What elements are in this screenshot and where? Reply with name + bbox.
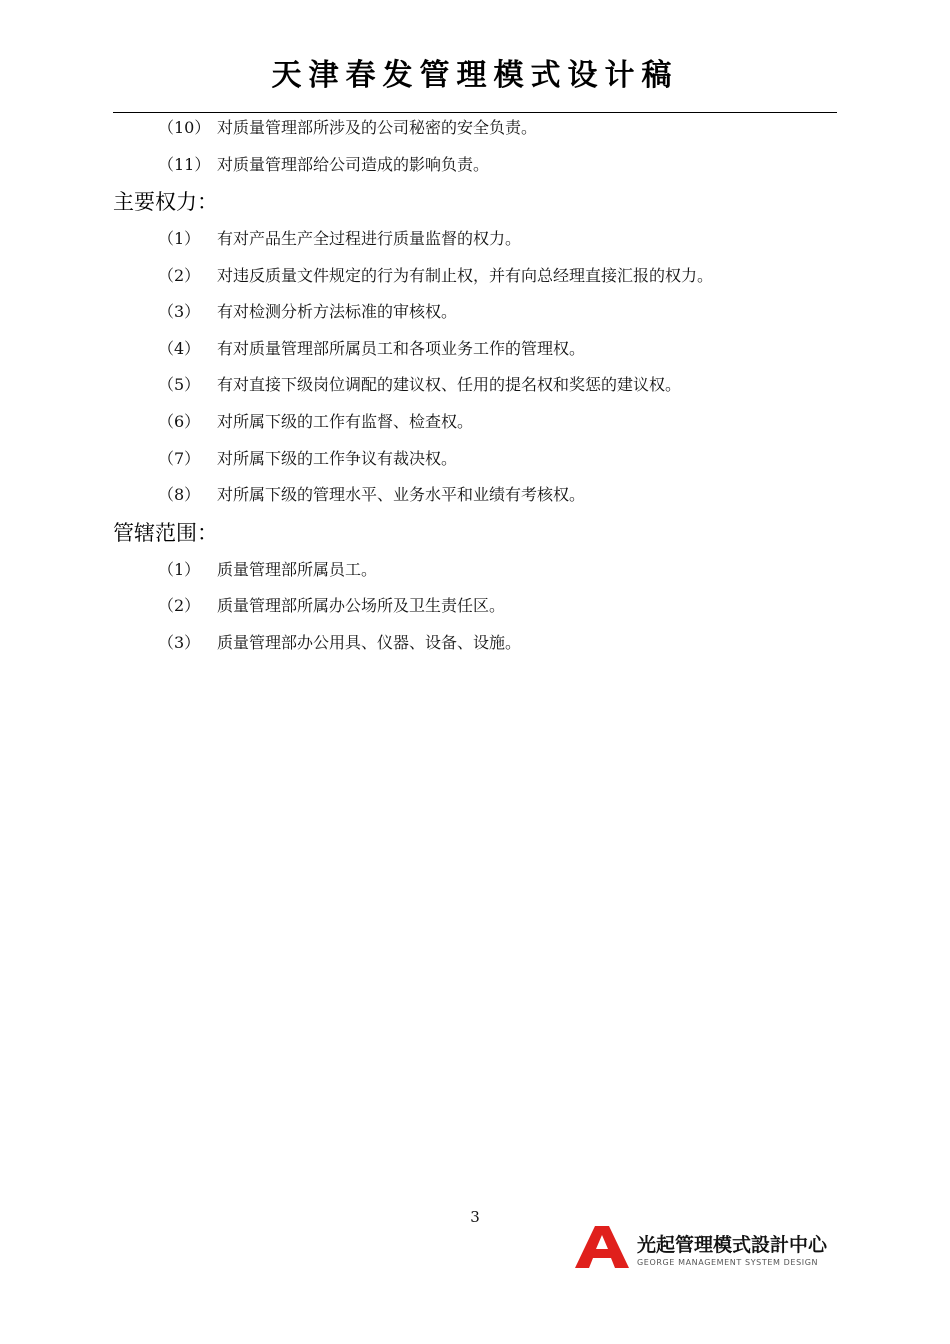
list-item [158,118,537,138]
item-number: （11） [158,155,211,174]
item-text: 对所属下级的工作争议有裁决权。 [217,449,458,468]
item-number: （2） [158,266,201,285]
logo-a-icon [575,1226,631,1268]
list-item [158,266,713,286]
item-number: （5） [158,375,201,394]
list-item [158,302,457,322]
item-text: 有对质量管理部所属员工和各项业务工作的管理权。 [217,339,586,358]
item-number: （3） [158,302,201,321]
item-number: （7） [158,449,201,468]
item-number: （3） [158,633,201,652]
item-text: 对质量管理部所涉及的公司秘密的安全负责。 [217,118,538,137]
list-item [158,485,585,505]
document-header-title: 天津春发管理模式设计稿 [271,58,679,93]
item-number: （4） [158,339,201,358]
item-number: （10） [158,118,211,137]
logo-name-cn: 光起管理模式設計中心 [637,1234,828,1256]
item-number: （1） [158,560,201,579]
footer-logo [575,1226,840,1270]
item-text: 有对直接下级岗位调配的建议权、任用的提名权和奖惩的建议权。 [217,375,682,394]
item-text: 对质量管理部给公司造成的影响负责。 [217,155,490,174]
item-text: 质量管理部所属办公场所及卫生责任区。 [217,596,506,615]
item-text: 对所属下级的工作有监督、检查权。 [217,412,474,431]
list-item [158,560,377,580]
item-text: 有对检测分析方法标准的审核权。 [217,302,458,321]
item-text: 质量管理部办公用具、仪器、设备、设施。 [217,633,522,652]
list-item [158,449,457,469]
list-item [158,633,521,653]
item-number: （1） [158,229,201,248]
item-number: （6） [158,412,201,431]
logo-name-en: GEORGE MANAGEMENT SYSTEM DESIGN [637,1258,819,1267]
header-divider [113,112,837,113]
list-item [158,155,489,175]
item-number: （2） [158,596,201,615]
list-item [158,229,521,249]
list-item [158,375,681,395]
section-heading-scope: 管辖范围： [113,521,218,545]
section-heading-powers: 主要权力： [113,190,218,214]
list-item [158,339,585,359]
list-item [158,596,505,616]
item-text: 质量管理部所属员工。 [217,560,378,579]
item-text: 对违反质量文件规定的行为有制止权，并有向总经理直接汇报的权力。 [217,266,714,285]
item-number: （8） [158,485,201,504]
item-text: 有对产品生产全过程进行质量监督的权力。 [217,229,522,248]
page-number: 3 [470,1208,480,1226]
item-text: 对所属下级的管理水平、业务水平和业绩有考核权。 [217,485,586,504]
list-item [158,412,473,432]
